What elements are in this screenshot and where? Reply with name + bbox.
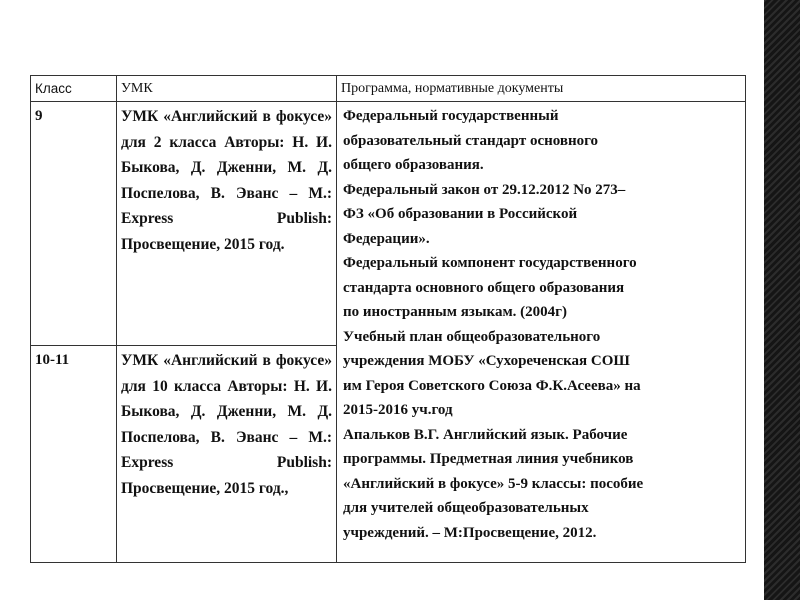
docs-line: общего образования. bbox=[343, 157, 484, 173]
header-class: Класс bbox=[31, 76, 117, 102]
docs-line: для учителей общеобразовательных bbox=[343, 500, 589, 516]
docs-cell bbox=[337, 102, 746, 563]
decorative-side-strip bbox=[764, 0, 800, 600]
docs-line: Федеральный компонент государственного bbox=[343, 255, 637, 271]
docs-line: Федеральный закон от 29.12.2012 No 273– bbox=[343, 181, 626, 198]
table-header-row bbox=[31, 76, 746, 102]
docs-line: ФЗ «Об образовании в Российской bbox=[343, 206, 578, 222]
docs-line: им Героя Советского Союза Ф.К.Асеева» на bbox=[343, 377, 641, 394]
docs-line: 2015-2016 уч.год bbox=[343, 402, 453, 418]
docs-line: Учебный план общеобразовательного bbox=[343, 328, 601, 345]
header-docs: Программа, нормативные документы bbox=[337, 76, 746, 102]
curriculum-table bbox=[30, 75, 746, 563]
row-umk-cell: УМК «Английский в фокусе» для 2 класса Авторы: Н. И. Быкова, Д. Дженни, М. Д. Поспелова, В. Эванс – М.: Express Publish: Просвещение, 2015 год. bbox=[117, 102, 337, 346]
row-class-cell: 10-11 bbox=[31, 346, 117, 563]
docs-line: по иностранным языкам. (2004г) bbox=[343, 304, 567, 320]
docs-line: Апальков В.Г. Английский язык. Рабочие bbox=[343, 426, 628, 443]
header-umk: УМК bbox=[117, 76, 337, 102]
row-umk-cell: УМК «Английский в фокусе» для 10 класса Авторы: Н. И. Быкова, Д. Дженни, М. Д. Поспелова, В. Эванс – М.: Express Publish: Просвещение, 2015 год., bbox=[117, 346, 337, 563]
docs-line: учреждений. – М:Просвещение, 2012. bbox=[343, 524, 597, 541]
docs-line: образовательный стандарт основного bbox=[343, 132, 599, 149]
row-class-cell: 9 bbox=[31, 102, 117, 346]
docs-line: учреждения МОБУ «Сухореченская СОШ bbox=[343, 353, 630, 369]
docs-line: «Английский в фокусе» 5-9 классы: пособие bbox=[343, 475, 644, 492]
docs-line: Федерации». bbox=[343, 230, 430, 247]
docs-line: Федеральный государственный bbox=[343, 108, 559, 124]
docs-line: программы. Предметная линия учебников bbox=[343, 451, 634, 467]
docs-line: стандарта основного общего образования bbox=[343, 279, 625, 296]
table-row bbox=[31, 102, 746, 346]
